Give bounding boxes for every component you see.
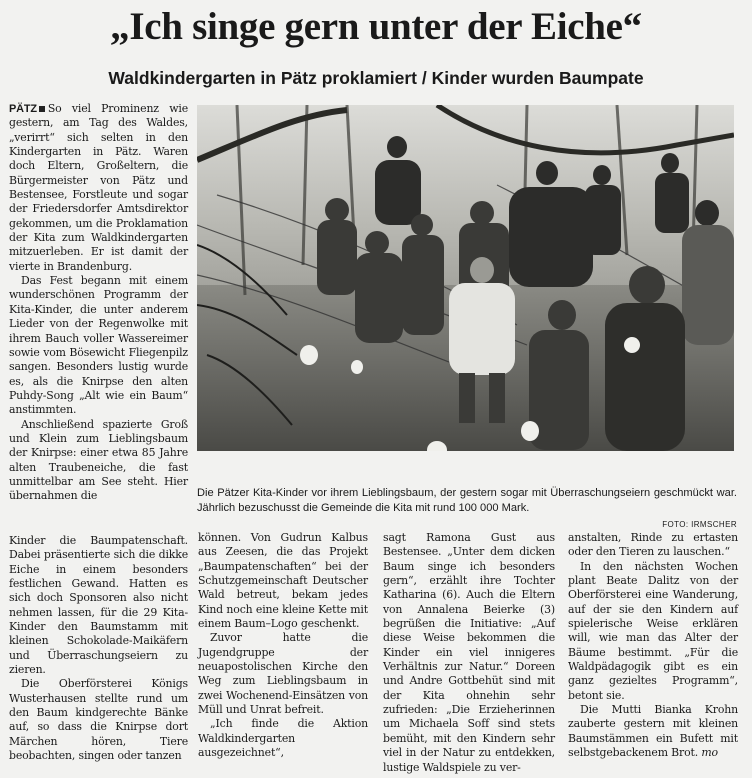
dateline: PÄTZ (9, 103, 37, 115)
column-4 (568, 531, 738, 761)
paragraph: „Ich finde die Aktion Waldkindergarten ausgezeichnet“, (198, 717, 368, 760)
paragraph: Zuvor hatte die Jugendgruppe der neuapostolischen Kirche den Weg zum Lieblingsbaum in zwei Wochenend-Einsätzen von Müll und Unrat befreit. (198, 631, 368, 717)
subheadline: Waldkindergarten in Pätz proklamiert / Kinder wurden Baumpate (108, 68, 644, 88)
column-1-narrow (9, 102, 188, 504)
column-2 (198, 531, 368, 761)
paragraph: Anschließend spazierte Groß und Klein zum Lieblingsbaum der Knirpse: einer etwa 85 Jahre alten Traubeneiche, die fast unmittelbar am See steht. Hier übernahmen die (9, 417, 188, 503)
caption-text: Die Pätzer Kita-Kinder vor ihrem Lieblingsbaum, der gestern sogar mit Überraschungseiern geschmückt war. Jährlich bezuschusst die Gemeinde die Kita mit rund 100 000 Mark. (197, 487, 737, 514)
author-signature: mo (701, 746, 718, 760)
headline: „Ich singe gern unter der Eiche“ (110, 5, 642, 48)
paragraph: sagt Ramona Gust aus Bestensee. „Unter dem dicken Baum singe ich besonders gern“, erzählt ihre Tochter Katharina (6). Auch die Eltern von Annalena Beierke (3) begrüßen die Initiative: „Auf diese Weise bekommen die Kinder ein viel innigeres Verhältnis zur Natur.“ Doreen und Andre Gottbehüt sind mit der Kita ohnehin sehr zufrieden: „Die Erzieherinnen um Michaela Soff sind stets bemüht, mit den Kindern sehr viel in der Natur zu entdekken, lustige Waldspiele zu ver- (383, 531, 555, 774)
paragraph: In den nächsten Wochen plant Beate Dalitz von der Oberförsterei eine Wanderung, auf der sie den Kindern auf spielerische Weise erklären will, wie man das Alter der Bäume bestimmt. „Für die Waldpädagogik gibt es ein ganz gezieltes Programm“, betont sie. (568, 559, 738, 702)
paragraph: Die Mutti Bianka Krohn zauberte gestern mit kleinen Baumstämmen ein Bufett mit selbstgebackenem Brot. mo (568, 703, 738, 760)
column-1-lower (9, 534, 188, 764)
photo-children-under-oak (197, 105, 734, 451)
column-3 (383, 531, 555, 775)
photo-caption (197, 486, 737, 533)
paragraph: können. Von Gudrun Kalbus aus Zeesen, die das Projekt „Baumpatenschaften“ bei der Schutzgemeinschaft Deutscher Wald betreut, bekam jedes Kind noch eine kleine Kette mit einem Baum–Logo geschenkt. (198, 531, 368, 631)
paragraph: Kinder die Baumpatenschaft. Dabei präsentierte sich die dikke Eiche in einem besonders festlichen Gewand. Hatten es sich doch Sponsoren also nicht nehmen lassen, für die 29 Kita-Kinder den Baumstamm mit kleinen Schokolade-Maikäfern und Überraschungseiern zu zieren. (9, 534, 188, 677)
photo-image (197, 105, 734, 451)
paragraph: Das Fest begann mit einem wunderschönen Programm der Kita-Kinder, die unter anderem Lieder von der Regenwolke mit ihrem Bauch voller Wassereimer sowie vom Bösewicht Fliegenpilz sangen. Besonders lustig wurde es, als die Knirpse den alten Puhdy-Song „Alt wie ein Baum“ anstimmten. (9, 274, 188, 417)
dateline-square-icon (39, 106, 45, 112)
paragraph: Die Oberförsterei Königs Wusterhausen stellte rund um den Baum kindgerechte Bänke auf, so dass die Knirpse dort Märchen hören, Tiere beobachten, singen oder tanzen (9, 677, 188, 763)
photo-credit: FOTO: IRMSCHER (662, 520, 737, 529)
paragraph: anstalten, Rinde zu ertasten oder den Tieren zu lauschen.“ (568, 531, 738, 559)
paragraph: PÄTZ So viel Prominenz wie gestern, am Tag des Waldes, „verirrt“ sich selten in den Kindergarten in Pätz. Waren doch Eltern, Großeltern, die Bürgermeister von Pätz und Bestensee, Forstleute und sogar der Friedersdorfer Amtsdirektor gekommen, um die Proklamation der Kita zum Waldkindergarten mitzuerleben. Er ist damit der vierte in Brandenburg. (9, 102, 188, 273)
